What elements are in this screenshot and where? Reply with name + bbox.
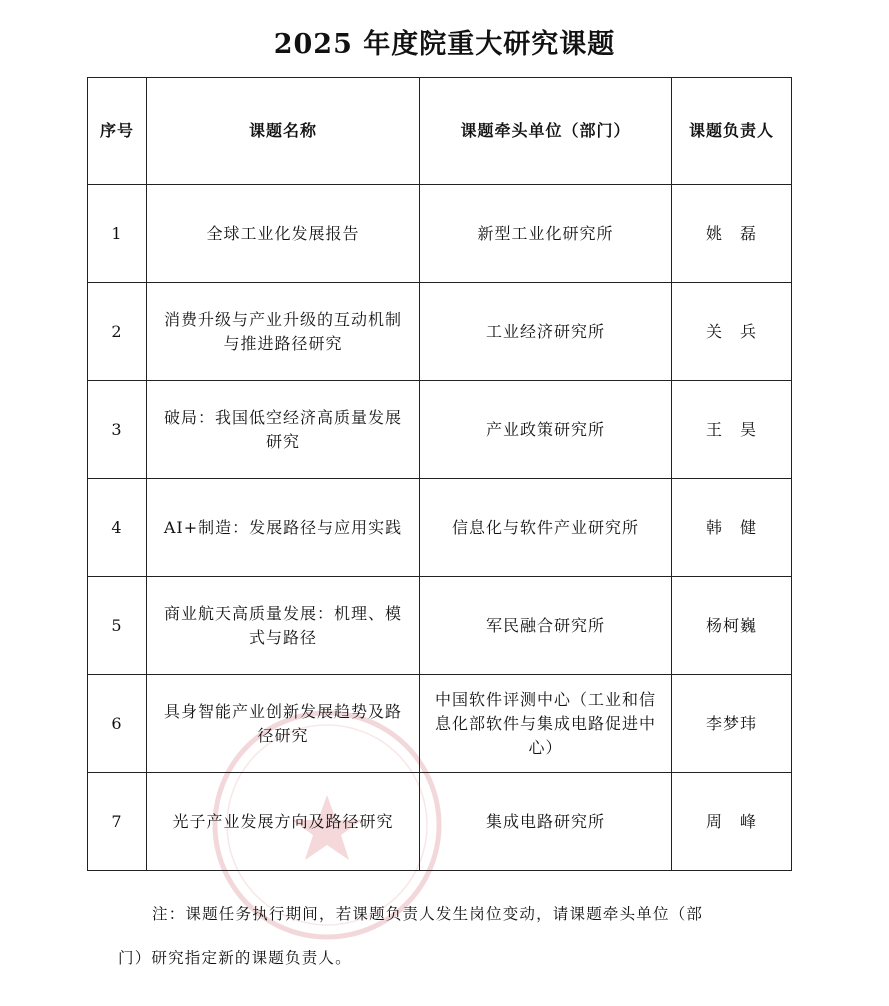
cell-lead-unit: 军民融合研究所 [420,577,672,675]
cell-lead-person: 周 峰 [672,773,792,871]
cell-topic-name: 具身智能产业创新发展趋势及路径研究 [147,675,420,773]
note-line-2: 门）研究指定新的课题负责人。 [118,949,352,967]
table-row [88,479,792,577]
cell-topic-name: 商业航天高质量发展：机理、模式与路径 [147,577,420,675]
cell-lead-person: 王 昊 [672,381,792,479]
cell-lead-unit: 中国软件评测中心（工业和信息化部软件与集成电路促进中心） [420,675,672,773]
cell-topic-name: 光子产业发展方向及路径研究 [147,773,420,871]
cell-lead-person: 关 兵 [672,283,792,381]
table-row [88,773,792,871]
header-lead-person: 课题负责人 [672,78,792,185]
page-title: 2025 年度院重大研究课题 [273,29,616,60]
table-header-row [88,78,792,185]
cell-number: 6 [88,675,147,773]
cell-number: 7 [88,773,147,871]
cell-topic-name: 破局：我国低空经济高质量发展研究 [147,381,420,479]
cell-number: 2 [88,283,147,381]
table-row [88,185,792,283]
cell-lead-person: 杨柯巍 [672,577,792,675]
cell-number: 5 [88,577,147,675]
note-line-1: 注：课题任务执行期间，若课题负责人发生岗位变动，请课题牵头单位（部 [152,905,704,923]
cell-lead-person: 韩 健 [672,479,792,577]
cell-lead-unit: 新型工业化研究所 [420,185,672,283]
table-row [88,577,792,675]
table-row [88,381,792,479]
cell-lead-person: 李梦玮 [672,675,792,773]
topics-table [87,77,792,871]
header-topic-name: 课题名称 [147,78,420,185]
cell-lead-unit: 集成电路研究所 [420,773,672,871]
cell-lead-unit: 信息化与软件产业研究所 [420,479,672,577]
cell-topic-name: 消费升级与产业升级的互动机制与推进路径研究 [147,283,420,381]
table-row [88,283,792,381]
cell-number: 3 [88,381,147,479]
cell-lead-unit: 工业经济研究所 [420,283,672,381]
cell-number: 4 [88,479,147,577]
cell-lead-person: 姚 磊 [672,185,792,283]
header-number: 序号 [88,78,147,185]
cell-topic-name: 全球工业化发展报告 [147,185,420,283]
table-row [88,675,792,773]
cell-topic-name: AI+制造：发展路径与应用实践 [147,479,420,577]
cell-number: 1 [88,185,147,283]
cell-lead-unit: 产业政策研究所 [420,381,672,479]
header-lead-unit: 课题牵头单位（部门） [420,78,672,185]
